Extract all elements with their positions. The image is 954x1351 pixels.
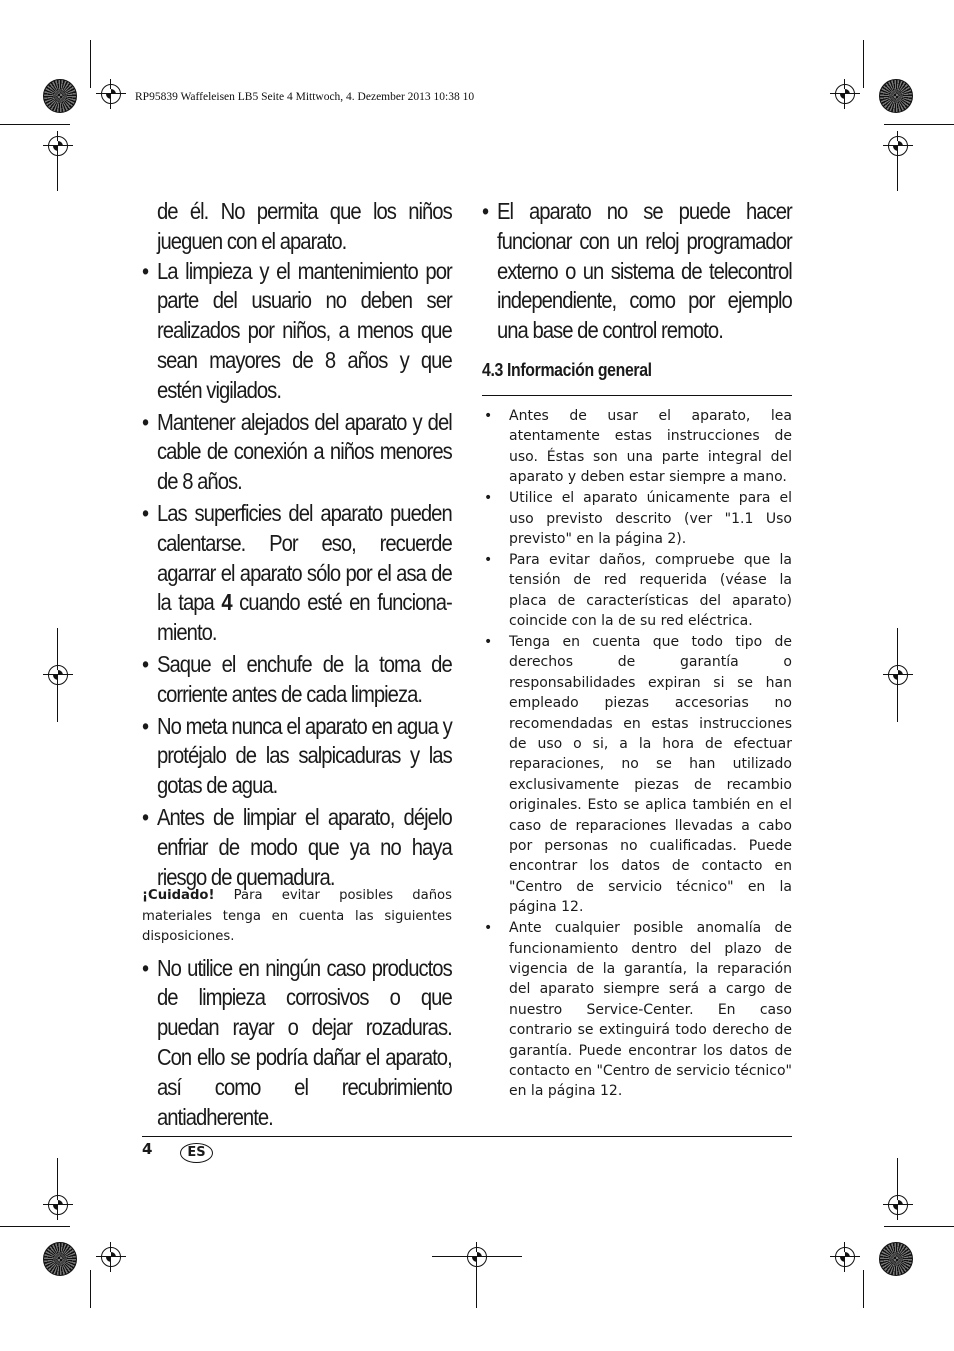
trim-mark: [57, 628, 58, 660]
list-item: • El aparato no se puede hacer funcionar con un reloj programador externo o un sistema de telecontrol independiente, como por ejemplo una base de control remoto.: [482, 198, 792, 344]
list-item: • Antes de usar el aparato, lea atentamente estas instrucciones de uso. Éstas son una parte integral del aparato y deben estar siempre a mano.: [484, 407, 792, 486]
trim-mark: [897, 690, 898, 722]
registration-mark-icon: [883, 660, 913, 690]
registration-mark-icon: [96, 79, 126, 109]
bullet-icon: •: [142, 499, 149, 526]
caution-text: Para evitar posibles daños materiales tenga en cuenta las siguientes disposiciones.: [142, 888, 452, 945]
bullet-icon: •: [142, 408, 149, 435]
trim-mark: [0, 124, 70, 125]
list-item: • Antes de limpiar el aparato, déjelo enfriar de modo que ya no haya riesgo de quemadura.: [142, 803, 452, 890]
list-item: • Las superficies del aparato pueden calentarse. Por eso, recuerde agarrar el aparato sólo por el asa de la tapa 4 cuando esté en funciona-miento.: [142, 499, 452, 646]
bullet-icon: •: [484, 920, 493, 937]
language-badge: ES: [180, 1143, 213, 1163]
list-item: • Para evitar daños, compruebe que la tensión de red requerida (véase la placa de características del aparato) coincide con la de su red eléctrica.: [484, 551, 792, 630]
safety-instructions-large: [142, 197, 452, 892]
list-item: • No meta nunca el aparato en agua y protéjalo de las salpicaduras y las gotas de agua.: [142, 712, 452, 799]
registration-mark-icon: [43, 660, 73, 690]
trim-mark: [884, 124, 954, 125]
trim-mark: [90, 1270, 91, 1308]
registration-mark-icon: [830, 1242, 860, 1272]
list-item: • Mantener alejados del aparato y del cable de conexión a niños menores de 8 años.: [142, 408, 452, 495]
bullet-icon: •: [482, 198, 489, 224]
trim-mark: [57, 690, 58, 722]
general-information-list: [482, 406, 792, 1102]
cleaning-warning-large: [142, 954, 452, 1133]
footer-divider: [142, 1136, 792, 1137]
trim-mark: [476, 1272, 477, 1308]
registration-mark-icon: [96, 1242, 126, 1272]
bullet-icon: •: [142, 954, 149, 981]
part-reference: 4: [221, 589, 232, 616]
bullet-icon: •: [142, 712, 149, 739]
trim-mark: [863, 40, 864, 88]
bullet-icon: •: [484, 551, 493, 568]
trim-mark: [492, 1256, 522, 1257]
trim-mark: [57, 155, 58, 191]
trim-mark: [897, 1158, 898, 1190]
registration-mark-icon: [43, 1190, 73, 1220]
caution-note: [142, 886, 452, 947]
trim-mark: [884, 1226, 954, 1227]
right-column: [482, 197, 792, 1102]
registration-mark-icon: [883, 1190, 913, 1220]
trim-mark: [0, 1226, 70, 1227]
left-column: [142, 197, 452, 1134]
color-calibration-star-bottom-left: [43, 1242, 77, 1276]
trim-mark: [863, 1270, 864, 1308]
list-item: • Saque el enchufe de la toma de corriente antes de cada limpieza.: [142, 650, 452, 707]
bullet-icon: •: [142, 257, 149, 284]
registration-mark-icon: [830, 79, 860, 109]
list-item: • Ante cualquier posible anomalía de funcionamiento dentro del plazo de vigencia de la garantía, la reparación del aparato siempre será a cargo de nuestro Service-Center. En caso contrario se extinguirá todo derecho de garantía. Puede encontrar los datos de contacto en "Centro de servicio técnico" en la página 12.: [484, 920, 792, 1100]
intro-continuation: de él. No permita que los niños jueguen con el aparato.: [156, 198, 452, 254]
color-calibration-star-top-left: [43, 79, 77, 113]
trim-mark: [897, 628, 898, 660]
list-item: • No utilice en ningún caso productos de limpieza corrosivos o que puedan rayar o dejar rozaduras. Con ello se podría dañar el aparato, así como el recubrimiento antiadherente.: [142, 954, 452, 1130]
color-calibration-star-bottom-right: [879, 1242, 913, 1276]
bullet-icon: •: [484, 490, 493, 507]
trim-mark: [432, 1256, 462, 1257]
trim-mark: [90, 40, 91, 88]
list-item: • La limpieza y el mantenimiento por parte del usuario no deben ser realizados por niños, a menos que sean mayores de 8 años y que estén vigilados.: [142, 257, 452, 403]
bullet-icon: •: [484, 633, 493, 650]
section-divider: [482, 395, 792, 396]
print-slug: RP95839 Waffeleisen LB5 Seite 4 Mittwoch, 4. Dezember 2013 10:38 10: [135, 91, 475, 103]
bullet-icon: •: [142, 803, 149, 830]
trim-mark: [57, 1158, 58, 1190]
bullet-icon: •: [484, 407, 493, 424]
section-heading: 4.3 Información general: [482, 359, 652, 380]
color-calibration-star-top-right: [879, 79, 913, 113]
trim-mark: [897, 155, 898, 191]
bullet-icon: •: [142, 650, 149, 677]
page-number: 4: [142, 1140, 153, 1158]
registration-mark-icon: [462, 1242, 492, 1272]
caution-label: ¡Cuidado!: [142, 888, 215, 904]
list-item: • Tenga en cuenta que todo tipo de derechos de garantía o responsabilidades expiran si se han empleado piezas accesorias no recomendadas en estas instrucciones de uso o si, a la hora de efectuar reparaciones, no se han utilizado exclusivamente piezas de recambio originales. Esto se aplica también en el caso de reparaciones llevadas a cabo por personas no cualificadas. Puede encontrar los datos de contacto en "Centro de servicio técnico" en la página 12.: [484, 633, 792, 916]
list-item: • Utilice el aparato únicamente para el uso previsto descrito (ver "1.1 Uso previsto" en la página 2).: [484, 490, 792, 547]
safety-instructions-large-right: [482, 197, 792, 346]
